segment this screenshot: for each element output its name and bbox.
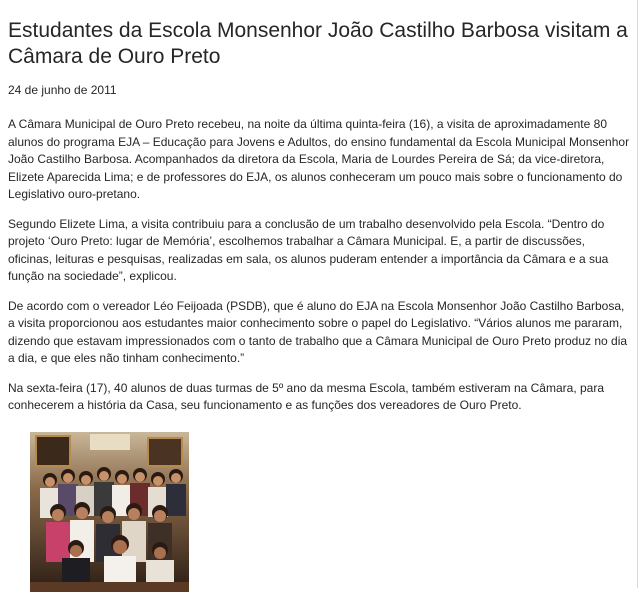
page-border [637,0,638,588]
article-paragraph: Segundo Elizete Lima, a visita contribuiu para a conclusão de um trabalho desenvolvido pela Escola. “Dentro do projeto ‘Ouro Preto: lugar de Memória’, escolhemos trabalhar a Câmara Municipal. E, a partir de discussões, oficinas, leituras e pesquisas, realizadas em sala, os alunos puderam entender a importância da Câmara e a sua função na sociedade”, explicou. [8,216,609,283]
article-paragraph: A Câmara Municipal de Ouro Preto recebeu, na noite da última quinta-feira (16), a visita de aproximadamente 80 alunos do programa EJA – Educação para Jovens e Adultos, do ensino fundamental da Escola Municipal Monsenhor João Castilho Barbosa. Acompanhados da diretora da Escola, Maria de Lourdes Pereira de Sá; da vice-diretora, Elizete Aparecida Lima; e de professores do EJA, os alunos conheceram um pouco mais sobre o funcionamento do Legislativo ouro-pretano. [8,117,630,201]
article-date: 24 de junho de 2011 [8,83,117,97]
article-photo[interactable] [30,432,189,592]
group-photo-image [30,432,189,592]
article-paragraph: Na sexta-feira (17), 40 alunos de duas turmas de 5º ano da mesma Escola, também estiveram na Câmara, para conhecerem a história da Casa, seu funcionamento e as funções dos vereadores de Ouro Preto. [8,380,605,412]
article-body [8,116,632,415]
article-paragraph: De acordo com o vereador Léo Feijoada (PSDB), que é aluno do EJA na Escola Monsenhor João Castilho Barbosa, a visita proporcionou aos estudantes maior conhecimento sobre o papel do Legislativo. “Vários alunos me pararam, dizendo que estavam impressionados com o tanto de trabalho que a Câmara Municipal de Ouro Preto produz no dia a dia, e que eles não tinham conhecimento.” [8,298,628,365]
article-title: Estudantes da Escola Monsenhor João Castilho Barbosa visitam a Câmara de Ouro Preto [8,19,628,68]
